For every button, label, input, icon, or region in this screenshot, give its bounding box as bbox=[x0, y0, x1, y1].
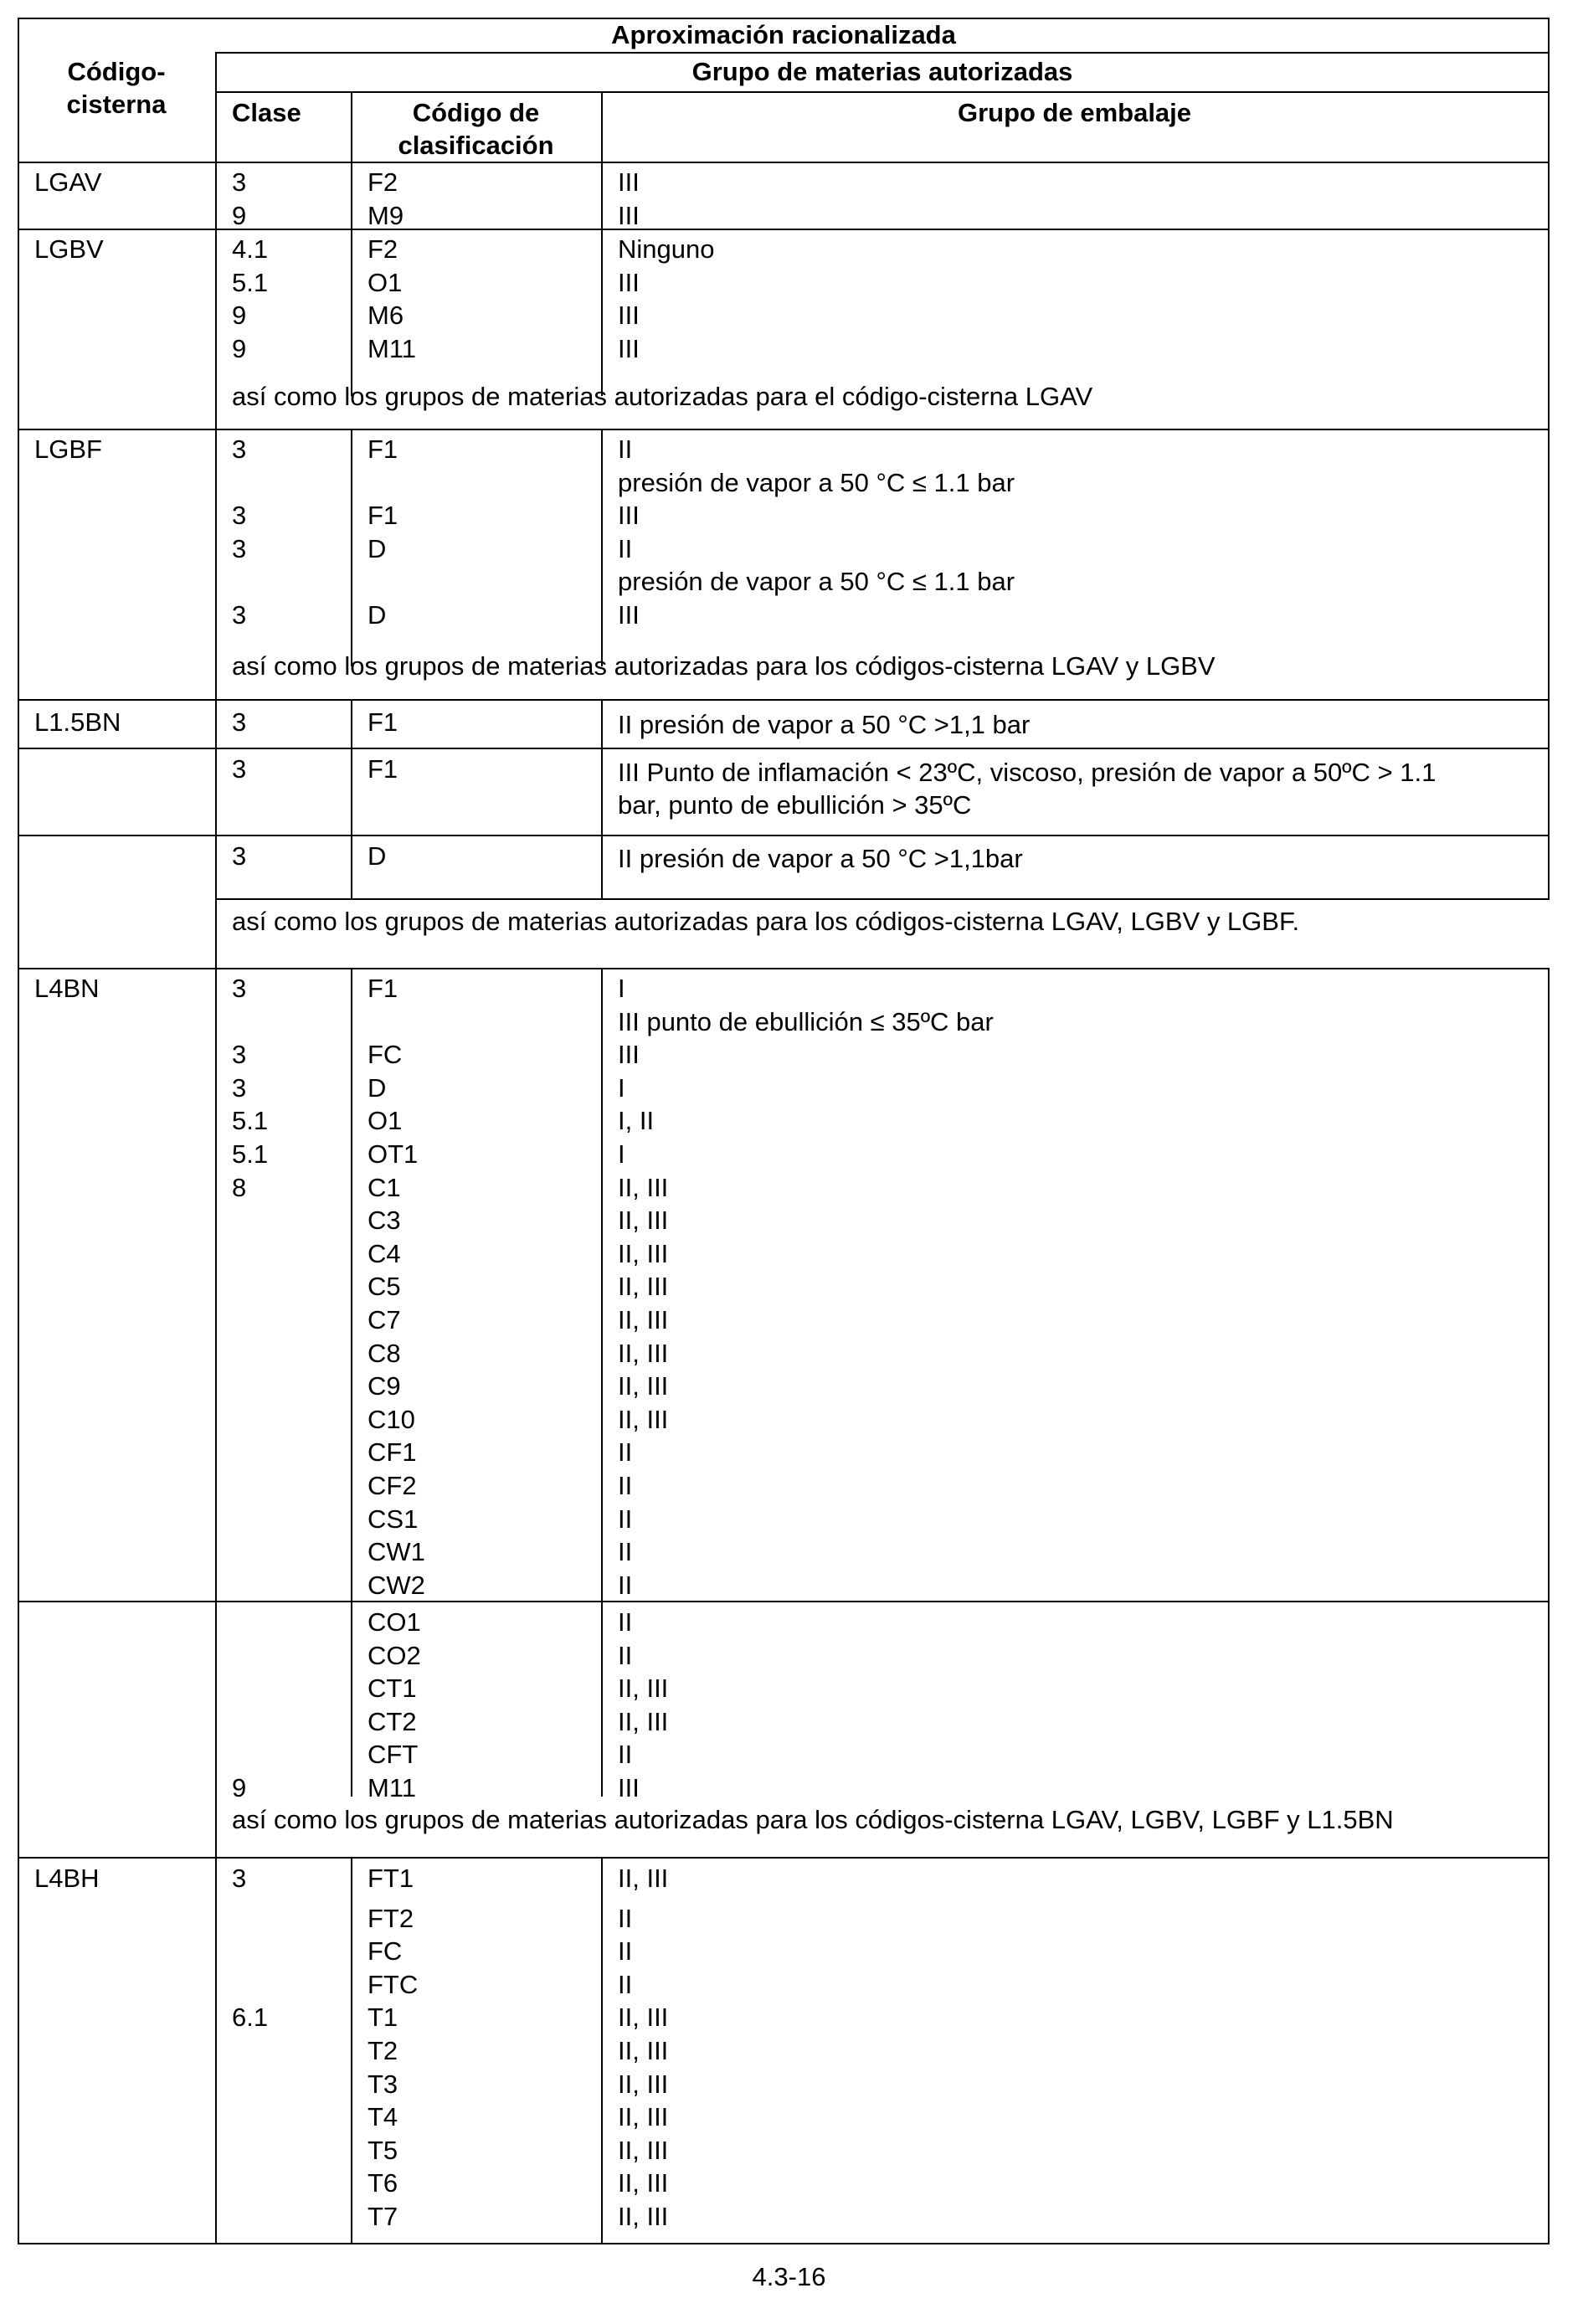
cell-clase: 3 bbox=[232, 1040, 247, 1069]
cell-codigo: F2 bbox=[368, 167, 398, 197]
cell-codigo: C5 bbox=[368, 1272, 401, 1301]
cell-grupo: II, III bbox=[618, 1206, 669, 1235]
cell-codigo: F1 bbox=[368, 707, 398, 737]
cell-clase: 3 bbox=[232, 754, 247, 784]
col-divider-class-4 bbox=[351, 968, 352, 1797]
tank-code-lgbf: LGBF bbox=[34, 434, 102, 464]
cell-codigo: T6 bbox=[368, 2168, 398, 2198]
cell-grupo: II, III bbox=[618, 2136, 669, 2165]
cell-grupo: II bbox=[618, 434, 633, 464]
cell-codigo: CF2 bbox=[368, 1471, 417, 1500]
cell-grupo: II bbox=[618, 1904, 633, 1933]
cell-codigo: D bbox=[368, 841, 387, 871]
tank-code-l4bn: L4BN bbox=[34, 974, 100, 1003]
cell-grupo: presión de vapor a 50 °C ≤ 1.1 bar bbox=[618, 567, 1015, 596]
note-l15bn: así como los grupos de materias autorizadas para los códigos-cisterna LGAV, LGBV y LGBF. bbox=[232, 907, 1300, 936]
cell-codigo: CW2 bbox=[368, 1571, 425, 1600]
divider-l15bn-row2 bbox=[18, 835, 1550, 836]
cell-codigo: C3 bbox=[368, 1206, 401, 1235]
cell-codigo: F1 bbox=[368, 501, 398, 530]
cell-grupo: I bbox=[618, 1139, 625, 1169]
col-header-classcode-line2: clasificación bbox=[398, 131, 554, 160]
cell-codigo: T7 bbox=[368, 2202, 398, 2231]
cell-clase: 3 bbox=[232, 534, 247, 563]
cell-grupo: II bbox=[618, 1437, 633, 1467]
page-number: 4.3-16 bbox=[752, 2262, 826, 2291]
cell-grupo: I bbox=[618, 974, 625, 1003]
table-title: Aproximación racionalizada bbox=[611, 20, 956, 49]
cell-codigo: T2 bbox=[368, 2036, 398, 2065]
cell-codigo: C4 bbox=[368, 1239, 401, 1268]
divider-lgav-lgbv bbox=[18, 229, 1550, 230]
note-lgbf: así como los grupos de materias autorizadas para los códigos-cisterna LGAV y LGBV bbox=[232, 651, 1216, 681]
divider-lgbv-lgbf bbox=[18, 429, 1550, 430]
divider-l4bn-l4bh bbox=[18, 1857, 1550, 1859]
cell-grupo: II presión de vapor a 50 °C >1,1bar bbox=[618, 844, 1023, 873]
cell-clase: 3 bbox=[232, 600, 247, 630]
cell-grupo: III bbox=[618, 167, 640, 197]
cell-grupo: II, III bbox=[618, 1305, 669, 1334]
cell-codigo: M6 bbox=[368, 301, 404, 330]
cell-grupo: II bbox=[618, 1504, 633, 1534]
cell-grupo: II bbox=[618, 1571, 633, 1600]
cell-grupo: Ninguno bbox=[618, 234, 715, 264]
cell-codigo: M11 bbox=[368, 334, 417, 363]
tank-code-l15bn: L1.5BN bbox=[34, 707, 121, 737]
cell-clase: 6.1 bbox=[232, 2003, 269, 2032]
cell-clase: 3 bbox=[232, 841, 247, 871]
cell-codigo: F1 bbox=[368, 974, 398, 1003]
cell-codigo: CT1 bbox=[368, 1674, 417, 1703]
cell-clase: 9 bbox=[232, 301, 247, 330]
cell-grupo: II, III bbox=[618, 1272, 669, 1301]
cell-codigo: T3 bbox=[368, 2069, 398, 2099]
tank-code-lgav: LGAV bbox=[34, 167, 102, 197]
cell-grupo: II bbox=[618, 1970, 633, 1999]
cell-codigo: FT1 bbox=[368, 1864, 414, 1893]
cell-clase: 5.1 bbox=[232, 268, 269, 297]
col-divider-code bbox=[215, 52, 217, 2244]
cell-codigo: D bbox=[368, 534, 387, 563]
col-divider-class-2 bbox=[351, 429, 352, 666]
divider-l15bn-row1-left bbox=[18, 748, 215, 749]
cell-clase: 9 bbox=[232, 201, 247, 230]
cell-clase: 3 bbox=[232, 974, 247, 1003]
cell-codigo: D bbox=[368, 1073, 387, 1103]
cell-grupo: II bbox=[618, 1936, 633, 1966]
cell-clase: 3 bbox=[232, 1073, 247, 1103]
cell-codigo: F1 bbox=[368, 754, 398, 784]
cell-clase: 3 bbox=[232, 434, 247, 464]
cell-grupo: II, III bbox=[618, 2102, 669, 2131]
cell-grupo: II, III bbox=[618, 1864, 669, 1893]
cell-codigo: CT2 bbox=[368, 1707, 417, 1736]
cell-codigo: O1 bbox=[368, 1106, 403, 1135]
cell-grupo: I bbox=[618, 1073, 625, 1103]
col-divider-group-4 bbox=[601, 968, 603, 1797]
table-border-right-lower bbox=[1548, 968, 1550, 2244]
col-header-code-line2: cisterna bbox=[66, 90, 167, 119]
header-divider-3 bbox=[18, 162, 1550, 163]
col-divider-class-3 bbox=[351, 699, 352, 898]
cell-grupo: III bbox=[618, 301, 640, 330]
cell-clase: 4.1 bbox=[232, 234, 269, 264]
cell-codigo: CF1 bbox=[368, 1437, 417, 1467]
cell-grupo: II, III bbox=[618, 2003, 669, 2032]
cell-grupo: II bbox=[618, 1740, 633, 1769]
cell-grupo: II bbox=[618, 1537, 633, 1566]
cell-codigo: O1 bbox=[368, 268, 403, 297]
cell-codigo: CS1 bbox=[368, 1504, 419, 1534]
note-l4bn: así como los grupos de materias autorizadas para los códigos-cisterna LGAV, LGBV, LGBF y L1.5BN bbox=[232, 1805, 1394, 1834]
cell-clase: 3 bbox=[232, 1864, 247, 1893]
col-divider-group-3 bbox=[601, 699, 603, 898]
cell-grupo: III bbox=[618, 600, 640, 630]
cell-clase: 8 bbox=[232, 1173, 247, 1202]
cell-grupo: II, III bbox=[618, 2202, 669, 2231]
cell-grupo: III bbox=[618, 201, 640, 230]
cell-codigo: C9 bbox=[368, 1371, 401, 1401]
cell-clase: 3 bbox=[232, 501, 247, 530]
cell-grupo: II presión de vapor a 50 °C >1,1 bar bbox=[618, 710, 1031, 739]
cell-grupo: II bbox=[618, 1607, 633, 1637]
cell-codigo: FC bbox=[368, 1936, 403, 1966]
cell-grupo: II, III bbox=[618, 1239, 669, 1268]
cell-clase: 9 bbox=[232, 1773, 247, 1802]
col-divider-group-5 bbox=[601, 1857, 603, 2244]
cell-grupo: II bbox=[618, 534, 633, 563]
cell-codigo: M11 bbox=[368, 1773, 417, 1802]
cell-grupo: presión de vapor a 50 °C ≤ 1.1 bar bbox=[618, 468, 1015, 497]
cell-codigo: CO1 bbox=[368, 1607, 421, 1637]
cell-codigo: C10 bbox=[368, 1405, 415, 1434]
cell-codigo: T1 bbox=[368, 2003, 398, 2032]
cell-clase: 5.1 bbox=[232, 1139, 269, 1169]
cell-codigo: FT2 bbox=[368, 1904, 414, 1933]
tank-code-table bbox=[18, 18, 1550, 2244]
cell-clase: 3 bbox=[232, 167, 247, 197]
cell-codigo: CFT bbox=[368, 1740, 419, 1769]
cell-grupo: II, III bbox=[618, 1173, 669, 1202]
cell-grupo: II, III bbox=[618, 1405, 669, 1434]
tank-code-l4bh: L4BH bbox=[34, 1864, 100, 1893]
cell-codigo: FTC bbox=[368, 1970, 419, 1999]
divider-l4bn-split bbox=[18, 1601, 1550, 1602]
cell-clase: 5.1 bbox=[232, 1106, 269, 1135]
cell-grupo: II, III bbox=[618, 1371, 669, 1401]
col-header-class: Clase bbox=[232, 98, 301, 127]
table-border-left bbox=[18, 18, 19, 2244]
divider-l15bn-row1 bbox=[215, 748, 1550, 749]
divider-l15bn-l4bn bbox=[18, 968, 1550, 969]
col-header-packing: Grupo de embalaje bbox=[957, 98, 1192, 127]
cell-grupo-line1: III Punto de inflamación < 23ºC, viscoso, presión de vapor a 50ºC > 1.1 bbox=[618, 758, 1437, 787]
cell-codigo: CW1 bbox=[368, 1537, 425, 1566]
cell-codigo: FC bbox=[368, 1040, 403, 1069]
col-divider-class-5 bbox=[351, 1857, 352, 2244]
cell-grupo: II, III bbox=[618, 2069, 669, 2099]
col-divider-group-2 bbox=[601, 429, 603, 666]
cell-codigo: CO2 bbox=[368, 1641, 421, 1670]
cell-grupo: II bbox=[618, 1471, 633, 1500]
col-header-code-line1: Código- bbox=[67, 57, 166, 86]
cell-grupo: II, III bbox=[618, 2036, 669, 2065]
col-divider-group-1 bbox=[601, 91, 603, 396]
header-divider-1 bbox=[215, 52, 1550, 54]
cell-codigo: D bbox=[368, 600, 387, 630]
cell-codigo: T5 bbox=[368, 2136, 398, 2165]
cell-codigo: M9 bbox=[368, 201, 404, 230]
cell-codigo: T4 bbox=[368, 2102, 398, 2131]
cell-grupo: III punto de ebullición ≤ 35ºC bar bbox=[618, 1007, 994, 1036]
col-header-classcode-line1: Código de bbox=[412, 98, 540, 127]
table-border-bottom bbox=[18, 2243, 1550, 2244]
note-lgbv: así como los grupos de materias autorizadas para el código-cisterna LGAV bbox=[232, 382, 1093, 411]
cell-grupo: II, III bbox=[618, 2168, 669, 2198]
table-border-right-upper bbox=[1548, 18, 1550, 898]
cell-codigo: C7 bbox=[368, 1305, 401, 1334]
cell-grupo: III bbox=[618, 334, 640, 363]
cell-grupo-line2: bar, punto de ebullición > 35ºC bbox=[618, 790, 972, 820]
cell-codigo: OT1 bbox=[368, 1139, 419, 1169]
header-divider-2 bbox=[215, 91, 1550, 93]
cell-codigo: C1 bbox=[368, 1173, 401, 1202]
cell-grupo: II bbox=[618, 1641, 633, 1670]
group-header: Grupo de materias autorizadas bbox=[691, 57, 1073, 86]
cell-codigo: F2 bbox=[368, 234, 398, 264]
cell-grupo: II, III bbox=[618, 1707, 669, 1736]
cell-clase: 9 bbox=[232, 334, 247, 363]
divider-l15bn-row3 bbox=[215, 898, 1550, 900]
cell-grupo: III bbox=[618, 1773, 640, 1802]
cell-clase: 3 bbox=[232, 707, 247, 737]
cell-grupo: I, II bbox=[618, 1106, 655, 1135]
divider-lgbf-l15bn bbox=[18, 699, 1550, 701]
tank-code-lgbv: LGBV bbox=[34, 234, 104, 264]
cell-grupo: II, III bbox=[618, 1339, 669, 1368]
cell-grupo: III bbox=[618, 1040, 640, 1069]
cell-codigo: C8 bbox=[368, 1339, 401, 1368]
cell-codigo: F1 bbox=[368, 434, 398, 464]
cell-grupo: III bbox=[618, 501, 640, 530]
cell-grupo: II, III bbox=[618, 1674, 669, 1703]
cell-grupo: III bbox=[618, 268, 640, 297]
